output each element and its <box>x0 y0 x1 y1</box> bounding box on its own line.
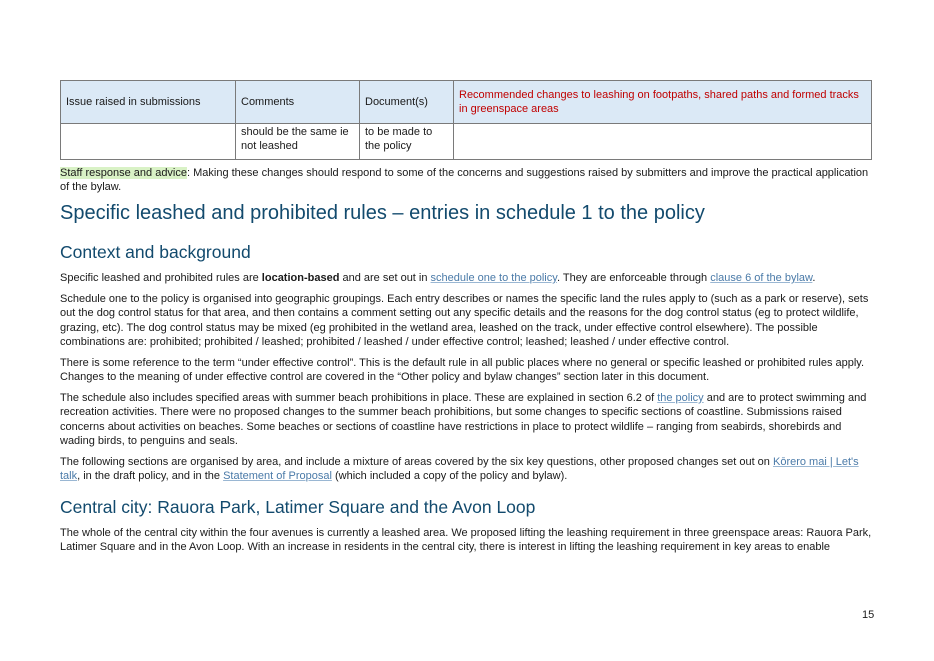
link-statement-of-proposal[interactable]: Statement of Proposal <box>223 470 332 483</box>
paragraph-location-based <box>60 271 875 285</box>
link-schedule-one[interactable]: schedule one to the policy <box>430 272 557 284</box>
bold-text: location-based <box>261 272 340 284</box>
submissions-table <box>60 80 872 160</box>
table-cell: should be the same ie not leashed <box>236 124 360 160</box>
staff-response-text: : Making these changes should respond to some of the concerns and suggestions raised by submitters and improve the practical application of the bylaw. <box>60 167 869 194</box>
paragraph-under-effective-control <box>60 356 875 385</box>
section-heading: Specific leashed and prohibited rules – entries in schedule 1 to the policy <box>60 202 705 224</box>
text-run: and are to protect swimming and recreation activities. There were no proposed changes to the summer beach prohibitions, but some changes to specific sections of coastline. Submissions raised concerns about activities on beaches. Some beaches or sections of coastline have restrictions in place to protect wildlife – ranging from seabirds, shorebirds and wading birds, to penguins and seals. <box>60 392 867 448</box>
paragraph-text: The whole of the central city within the four avenues is currently a leashed area. We proposed lifting the leashing requirement in three greenspace areas: Rauora Park, Latimer Square and in the Avon Loop. With an increase in residents in the central city, there is interest in lifting the leashing requirement in key areas to enable <box>60 527 872 554</box>
table-header-cell: Recommended changes to leashing on footpaths, shared paths and formed tracks in greenspace areas <box>454 81 872 124</box>
table-cell: to be made to the policy <box>360 124 454 160</box>
paragraph-central-city <box>60 526 875 555</box>
page-number: 15 <box>862 609 875 621</box>
paragraph-following-sections <box>60 455 875 484</box>
paragraph-summer-beach <box>60 391 875 449</box>
text-run: The schedule also includes specified areas with summer beach prohibitions in place. These are explained in section 6.2 of <box>60 392 658 404</box>
text-run: Specific leashed and prohibited rules are <box>60 272 262 284</box>
link-the-policy[interactable]: the policy <box>657 392 704 404</box>
text-run: and are set out in <box>339 272 431 284</box>
table-cell <box>61 124 236 160</box>
table-cell <box>454 124 872 160</box>
table-header-cell: Issue raised in submissions <box>61 81 236 124</box>
paragraph-schedule-one <box>60 292 875 350</box>
table-header-cell: Comments <box>236 81 360 124</box>
table-row <box>61 124 872 160</box>
link-korero-mai[interactable]: Kōrero mai | Let's talk <box>60 456 859 483</box>
text-run: . <box>812 272 816 284</box>
paragraph-text: Schedule one to the policy is organised into geographic groupings. Each entry describes or names the specific land the rules apply to (such as a park or reserve), sets out the dog control status for that area, and then contains a comment setting out any specific details and the reasons for the dog control status (eg to protect wildlife, grazing, etc). The dog control status may be mixed (eg prohibited in the wetland area, leashed on the track, under effective control elsewhere). The possible combinations are: prohibited; prohibited / leashed; prohibited / leashed / under effective control; leashed; leashed / under effective control. <box>60 293 869 349</box>
subheading-context: Context and background <box>60 242 251 262</box>
paragraph-text: There is some reference to the term “under effective control”. This is the default rule in all public places where no general or specific leashed or prohibited rules apply. Changes to the meaning of under effective control are covered in the “Other policy and bylaw changes” section later in this document. <box>60 357 865 384</box>
text-run: The following sections are organised by area, and include a mixture of areas covered by the six key questions, other proposed changes set out on <box>60 456 773 468</box>
subheading-central-city: Central city: Rauora Park, Latimer Square and the Avon Loop <box>60 497 536 517</box>
staff-response-paragraph <box>60 166 875 195</box>
staff-response-label: Staff response and advice <box>60 167 187 179</box>
text-run: (which included a copy of the policy and bylaw). <box>331 470 568 483</box>
table-header-cell: Document(s) <box>360 81 454 124</box>
table-header-row <box>61 81 872 124</box>
text-run: . They are enforceable through <box>556 272 711 284</box>
text-run: , in the draft policy, and in the <box>77 470 224 483</box>
link-clause-6[interactable]: clause 6 of the bylaw <box>710 272 813 284</box>
